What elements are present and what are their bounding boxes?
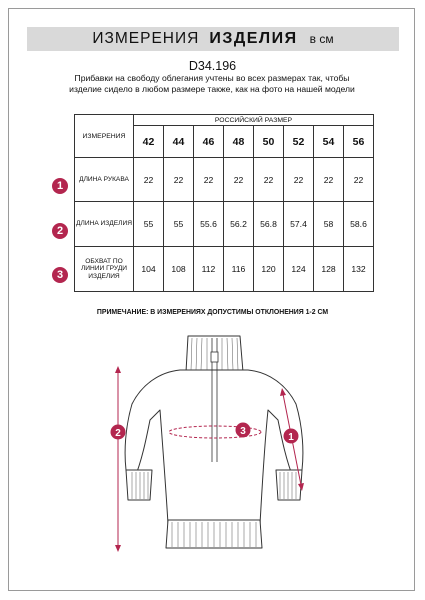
row-number-badge-1: 1 xyxy=(52,178,68,194)
title-unit: в см xyxy=(309,32,334,46)
size-header-cell: 44 xyxy=(164,126,194,158)
table-cell: 104 xyxy=(134,247,164,292)
tolerance-remark: ПРИМЕЧАНИЕ: В ИЗМЕРЕНИЯХ ДОПУСТИМЫ ОТКЛОНЕНИЯ 1-2 СМ xyxy=(96,309,329,316)
sweater-outline xyxy=(125,336,303,548)
table-cell: 112 xyxy=(194,247,224,292)
marker-2-label: 2 xyxy=(115,428,121,439)
table-cell: 58 xyxy=(314,202,344,247)
row-label-garment-length: ДЛИНА ИЗДЕЛИЯ xyxy=(75,202,134,247)
table-cell: 116 xyxy=(224,247,254,292)
size-header-cell: 46 xyxy=(194,126,224,158)
model-code: D34.196 xyxy=(188,59,237,73)
table-cell: 128 xyxy=(314,247,344,292)
table-cell: 56.2 xyxy=(224,202,254,247)
title-word-measurements: ИЗМЕРЕНИЯ xyxy=(92,30,200,47)
table-cell: 22 xyxy=(194,158,224,202)
table-cell: 120 xyxy=(254,247,284,292)
table-cell: 22 xyxy=(164,158,194,202)
size-header-cell: 48 xyxy=(224,126,254,158)
table-cell: 22 xyxy=(344,158,374,202)
row-label-chest-girth: ОБХВАТ ПО ЛИНИИ ГРУДИ ИЗДЕЛИЯ xyxy=(75,247,134,292)
table-cell: 58.6 xyxy=(344,202,374,247)
table-cell: 57.4 xyxy=(284,202,314,247)
table-cell: 55.6 xyxy=(194,202,224,247)
title-word-garment: ИЗДЕЛИЯ xyxy=(209,30,298,47)
size-header-cell: 52 xyxy=(284,126,314,158)
size-group-header: РОССИЙСКИЙ РАЗМЕР xyxy=(134,115,374,126)
measure-header: ИЗМЕРЕНИЯ xyxy=(75,115,134,158)
fit-note: Прибавки на свободу облегания учтены во всех размерах так, чтобы изделие сидело в любом размере также, как на фото на нашей модели xyxy=(69,73,355,94)
row-label-sleeve-length: ДЛИНА РУКАВА xyxy=(75,158,134,202)
size-header-cell: 56 xyxy=(344,126,374,158)
table-cell: 22 xyxy=(134,158,164,202)
size-header-cell: 42 xyxy=(134,126,164,158)
size-header-cell: 50 xyxy=(254,126,284,158)
table-cell: 22 xyxy=(284,158,314,202)
table-cell: 55 xyxy=(164,202,194,247)
marker-1-label: 1 xyxy=(288,432,294,443)
marker-3-label: 3 xyxy=(240,426,246,437)
table-cell: 56.8 xyxy=(254,202,284,247)
row-number-badge-3: 3 xyxy=(52,267,68,283)
table-cell: 124 xyxy=(284,247,314,292)
row-number-badge-2: 2 xyxy=(52,223,68,239)
table-cell: 55 xyxy=(134,202,164,247)
size-header-cell: 54 xyxy=(314,126,344,158)
table-cell: 22 xyxy=(254,158,284,202)
table-cell: 22 xyxy=(224,158,254,202)
table-cell: 22 xyxy=(314,158,344,202)
table-cell: 132 xyxy=(344,247,374,292)
table-cell: 108 xyxy=(164,247,194,292)
